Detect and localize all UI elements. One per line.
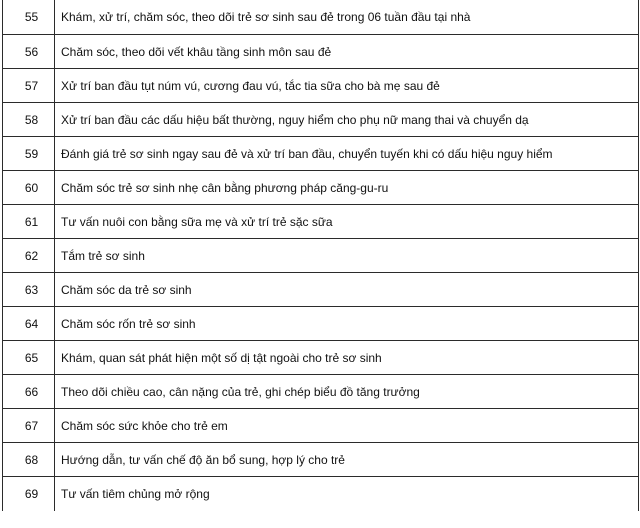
table-row — [3, 341, 638, 375]
row-description: Chăm sóc sức khỏe cho trẻ em — [61, 418, 228, 433]
row-description: Chăm sóc trẻ sơ sinh nhẹ cân bằng phương pháp căng-gu-ru — [61, 180, 389, 195]
row-description: Tư vấn tiêm chủng mở rộng — [61, 487, 210, 501]
row-number: 69 — [3, 477, 55, 511]
table-row — [3, 409, 638, 443]
row-number: 67 — [3, 409, 55, 442]
table-row — [3, 307, 638, 341]
row-number: 56 — [3, 35, 55, 68]
row-number: 64 — [3, 307, 55, 340]
row-number: 61 — [3, 205, 55, 238]
row-number: 68 — [3, 443, 55, 476]
table-row — [3, 69, 638, 103]
table-row — [3, 171, 638, 205]
row-description: Chăm sóc rốn trẻ sơ sinh — [61, 316, 196, 331]
row-description: Chăm sóc da trẻ sơ sinh — [61, 282, 192, 297]
row-description: Xử trí ban đầu các dấu hiệu bất thường, nguy hiểm cho phụ nữ mang thai và chuyển dạ — [61, 112, 529, 127]
row-number: 60 — [3, 171, 55, 204]
row-number: 65 — [3, 341, 55, 374]
row-number: 66 — [3, 375, 55, 408]
row-description: Khám, xử trí, chăm sóc, theo dõi trẻ sơ sinh sau đẻ trong 06 tuần đầu tại nhà — [61, 10, 471, 24]
row-description: Đánh giá trẻ sơ sinh ngay sau đẻ và xử trí ban đầu, chuyển tuyến khi có dấu hiệu nguy hiểm — [61, 146, 553, 161]
row-number: 63 — [3, 273, 55, 306]
row-description: Tắm trẻ sơ sinh — [61, 248, 145, 263]
procedure-table — [2, 0, 639, 511]
row-description: Theo dõi chiều cao, cân nặng của trẻ, ghi chép biểu đồ tăng trưởng — [61, 384, 420, 399]
table-row — [3, 205, 638, 239]
row-description: Khám, quan sát phát hiện một số dị tật ngoài cho trẻ sơ sinh — [61, 350, 382, 365]
row-number: 59 — [3, 137, 55, 170]
table-row — [3, 477, 638, 511]
row-number: 58 — [3, 103, 55, 136]
table-row — [3, 0, 638, 35]
table-row — [3, 273, 638, 307]
table-row — [3, 137, 638, 171]
row-description: Xử trí ban đầu tụt núm vú, cương đau vú, tắc tia sữa cho bà mẹ sau đẻ — [61, 78, 440, 93]
table-row — [3, 443, 638, 477]
row-description: Hướng dẫn, tư vấn chế độ ăn bổ sung, hợp lý cho trẻ — [61, 452, 345, 467]
row-description: Tư vấn nuôi con bằng sữa mẹ và xử trí trẻ sặc sữa — [61, 214, 333, 229]
row-number: 55 — [3, 0, 55, 34]
row-number: 57 — [3, 69, 55, 102]
table-row — [3, 239, 638, 273]
table-row — [3, 375, 638, 409]
row-number: 62 — [3, 239, 55, 272]
table-row — [3, 35, 638, 69]
row-description: Chăm sóc, theo dõi vết khâu tầng sinh môn sau đẻ — [61, 44, 332, 59]
table-row — [3, 103, 638, 137]
